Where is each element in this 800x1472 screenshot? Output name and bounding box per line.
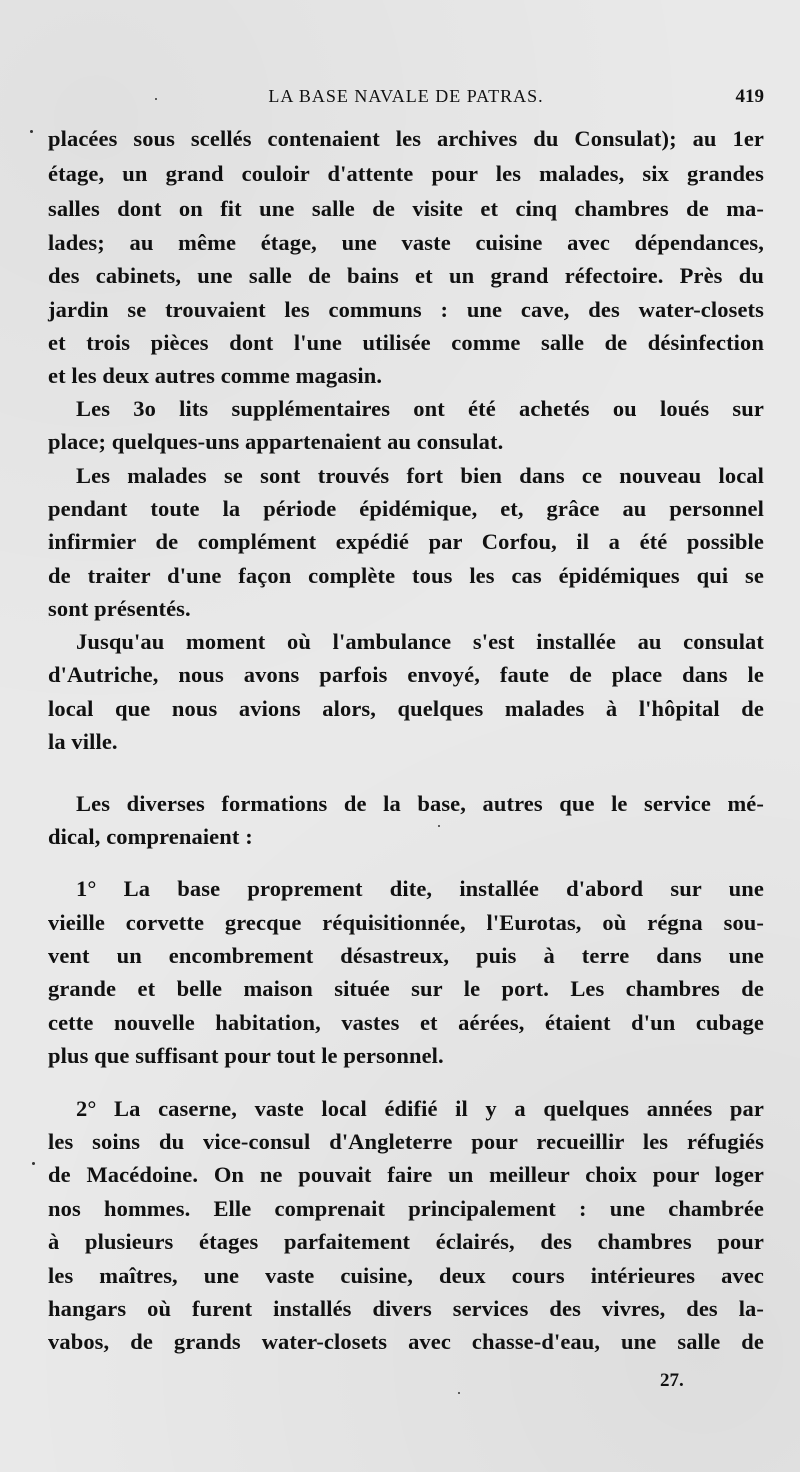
text-line: vieille corvette grecque réquisitionnée, l'Eurotas, où régna sou-: [48, 910, 764, 935]
text-line: de Macédoine. On ne pouvait faire un meilleur choix pour loger: [48, 1162, 764, 1187]
text-line: et les deux autres comme magasin.: [48, 363, 383, 388]
text-line: nos hommes. Elle comprenait principalement : une chambrée: [48, 1196, 764, 1221]
text-line: Jusqu'au moment où l'ambulance s'est installée au consulat: [76, 629, 764, 654]
text-line: dical, comprenaient :: [48, 824, 253, 849]
text-line: de traiter d'une façon complète tous les cas épidémiques qui se: [48, 563, 764, 588]
text-line: salles dont on fit une salle de visite et cinq chambres de ma-: [48, 196, 764, 221]
scan-speck: [438, 825, 440, 827]
text-line: pendant toute la période épidémique, et, grâce au personnel: [48, 496, 764, 521]
text-line: étage, un grand couloir d'attente pour les malades, six grandes: [48, 161, 764, 186]
text-line: d'Autriche, nous avons parfois envoyé, faute de place dans le: [48, 662, 764, 687]
text-line: grande et belle maison située sur le port. Les chambres de: [48, 976, 764, 1001]
text-line: la ville.: [48, 729, 118, 754]
page-number: 419: [735, 86, 764, 107]
text-line: local que nous avions alors, quelques malades à l'hôpital de: [48, 696, 764, 721]
scan-speck: [155, 98, 157, 100]
text-line: vent un encombrement désastreux, puis à terre dans une: [48, 943, 764, 968]
text-line: les soins du vice-consul d'Angleterre pour recueillir les réfugiés: [48, 1129, 764, 1154]
text-line: sont présentés.: [48, 596, 191, 621]
signature-mark: 27.: [660, 1370, 684, 1391]
text-line: plus que suffisant pour tout le personnel.: [48, 1043, 444, 1068]
text-line: 2° La caserne, vaste local édifié il y a quelques années par: [76, 1096, 764, 1121]
text-line: Les malades se sont trouvés fort bien dans ce nouveau local: [76, 463, 764, 488]
scan-speck: [458, 1392, 460, 1394]
text-line: Les 3o lits supplémentaires ont été achetés ou loués sur: [76, 396, 764, 421]
text-line: des cabinets, une salle de bains et un grand réfectoire. Près du: [48, 263, 764, 288]
text-line: les maîtres, une vaste cuisine, deux cours intérieures avec: [48, 1263, 764, 1288]
text-line: lades; au même étage, une vaste cuisine avec dépendances,: [48, 230, 764, 255]
text-line: et trois pièces dont l'une utilisée comme salle de désinfection: [48, 330, 764, 355]
text-line: hangars où furent installés divers services des vivres, des la-: [48, 1296, 764, 1321]
scan-speck: [30, 130, 33, 133]
text-line: cette nouvelle habitation, vastes et aérées, étaient d'un cubage: [48, 1010, 764, 1035]
text-line: jardin se trouvaient les communs : une cave, des water-closets: [48, 297, 764, 322]
text-line: placées sous scellés contenaient les archives du Consulat); au 1er: [48, 126, 764, 151]
text-line: infirmier de complément expédié par Corfou, il a été possible: [48, 529, 764, 554]
scan-speck: [32, 1162, 35, 1165]
text-line: place; quelques-uns appartenaient au consulat.: [48, 429, 504, 454]
text-line: vabos, de grands water-closets avec chasse-d'eau, une salle de: [48, 1329, 764, 1354]
running-title: LA BASE NAVALE DE PATRAS.: [268, 86, 544, 106]
text-line: 1° La base proprement dite, installée d'abord sur une: [76, 876, 764, 901]
text-line: à plusieurs étages parfaitement éclairés, des chambres pour: [48, 1229, 764, 1254]
text-line: Les diverses formations de la base, autres que le service mé-: [76, 791, 764, 816]
